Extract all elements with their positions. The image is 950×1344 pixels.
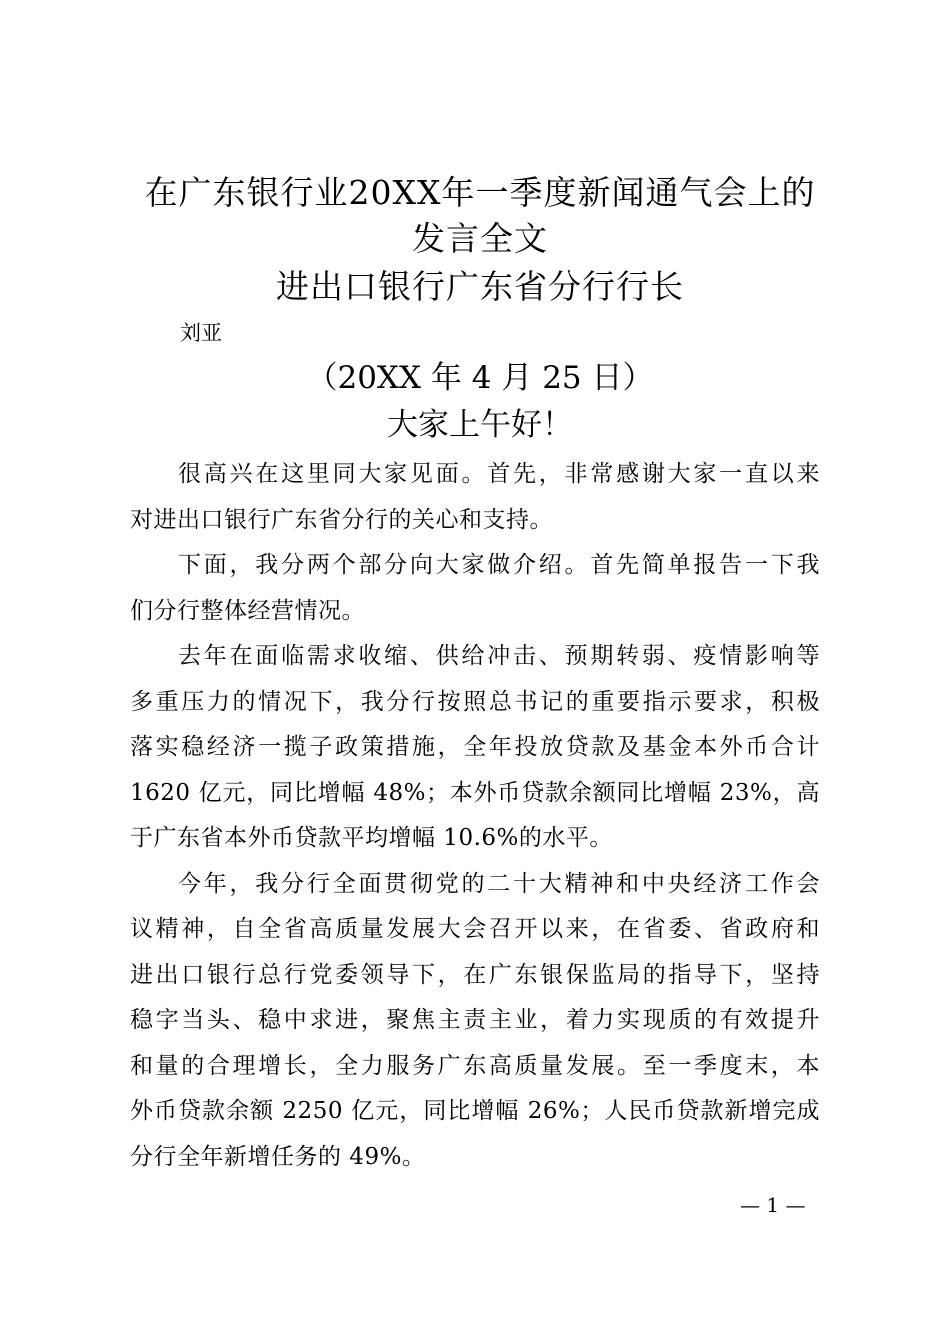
- paragraph-line: 落实稳经济一揽子政策措施，全年投放贷款及基金本外币合计: [130, 734, 820, 760]
- paragraph-line: 们分行整体经营情况。: [130, 597, 365, 624]
- title-line-3: 进出口银行广东省分行行长: [276, 267, 684, 306]
- paragraph-line: 稳字当头、稳中求进，聚焦主责主业，着力实现质的有效提升: [130, 1007, 820, 1033]
- paragraph-line: 对进出口银行广东省分行的关心和支持。: [130, 506, 553, 533]
- paragraph-line: 议精神，自全省高质量发展大会召开以来，在省委、省政府和: [130, 916, 820, 942]
- paragraph-line: 去年在面临需求收缩、供给冲击、预期转弱、疫情影响等: [178, 643, 820, 669]
- paragraph-line: 和量的合理增长，全力服务广东高质量发展。至一季度末，本: [130, 1052, 820, 1079]
- paragraph-line: 今年，我分行全面贯彻党的二十大精神和中央经济工作会: [178, 870, 820, 897]
- paragraph-line: 进出口银行总行党委领导下，在广东银保监局的指导下，坚持: [130, 961, 820, 988]
- paragraph-line: 多重压力的情况下，我分行按照总书记的重要指示要求，积极: [130, 688, 820, 715]
- title-line-1: 在广东银行业20XX年一季度新闻通气会上的: [144, 173, 816, 212]
- paragraph-line: 于广东省本外币贷款平均增幅 10.6%的水平。: [130, 825, 613, 851]
- paragraph-4: [130, 862, 820, 1181]
- page-number: — 1 —: [740, 1193, 806, 1217]
- speech-date: （20XX 年 4 月 25 日）: [306, 360, 654, 396]
- title-line-2: 发言全文: [412, 219, 548, 258]
- paragraph-2: [130, 543, 820, 634]
- body-text: [130, 452, 820, 1180]
- author-name: 刘亚: [180, 321, 222, 345]
- greeting: 大家上午好！: [387, 407, 573, 443]
- paragraph-1: [130, 452, 820, 543]
- paragraph-line: 分行全年新增任务的 49%。: [130, 1143, 426, 1170]
- paragraph-line: 下面，我分两个部分向大家做介绍。首先简单报告一下我: [178, 552, 820, 578]
- paragraph-line: 1620 亿元，同比增幅 48%；本外币贷款余额同比增幅 23%，高: [130, 779, 820, 806]
- paragraph-line: 很高兴在这里同大家见面。首先，非常感谢大家一直以来: [178, 461, 820, 487]
- paragraph-line: 外币贷款余额 2250 亿元，同比增幅 26%；人民币贷款新增完成: [130, 1098, 820, 1124]
- paragraph-3: [130, 634, 820, 862]
